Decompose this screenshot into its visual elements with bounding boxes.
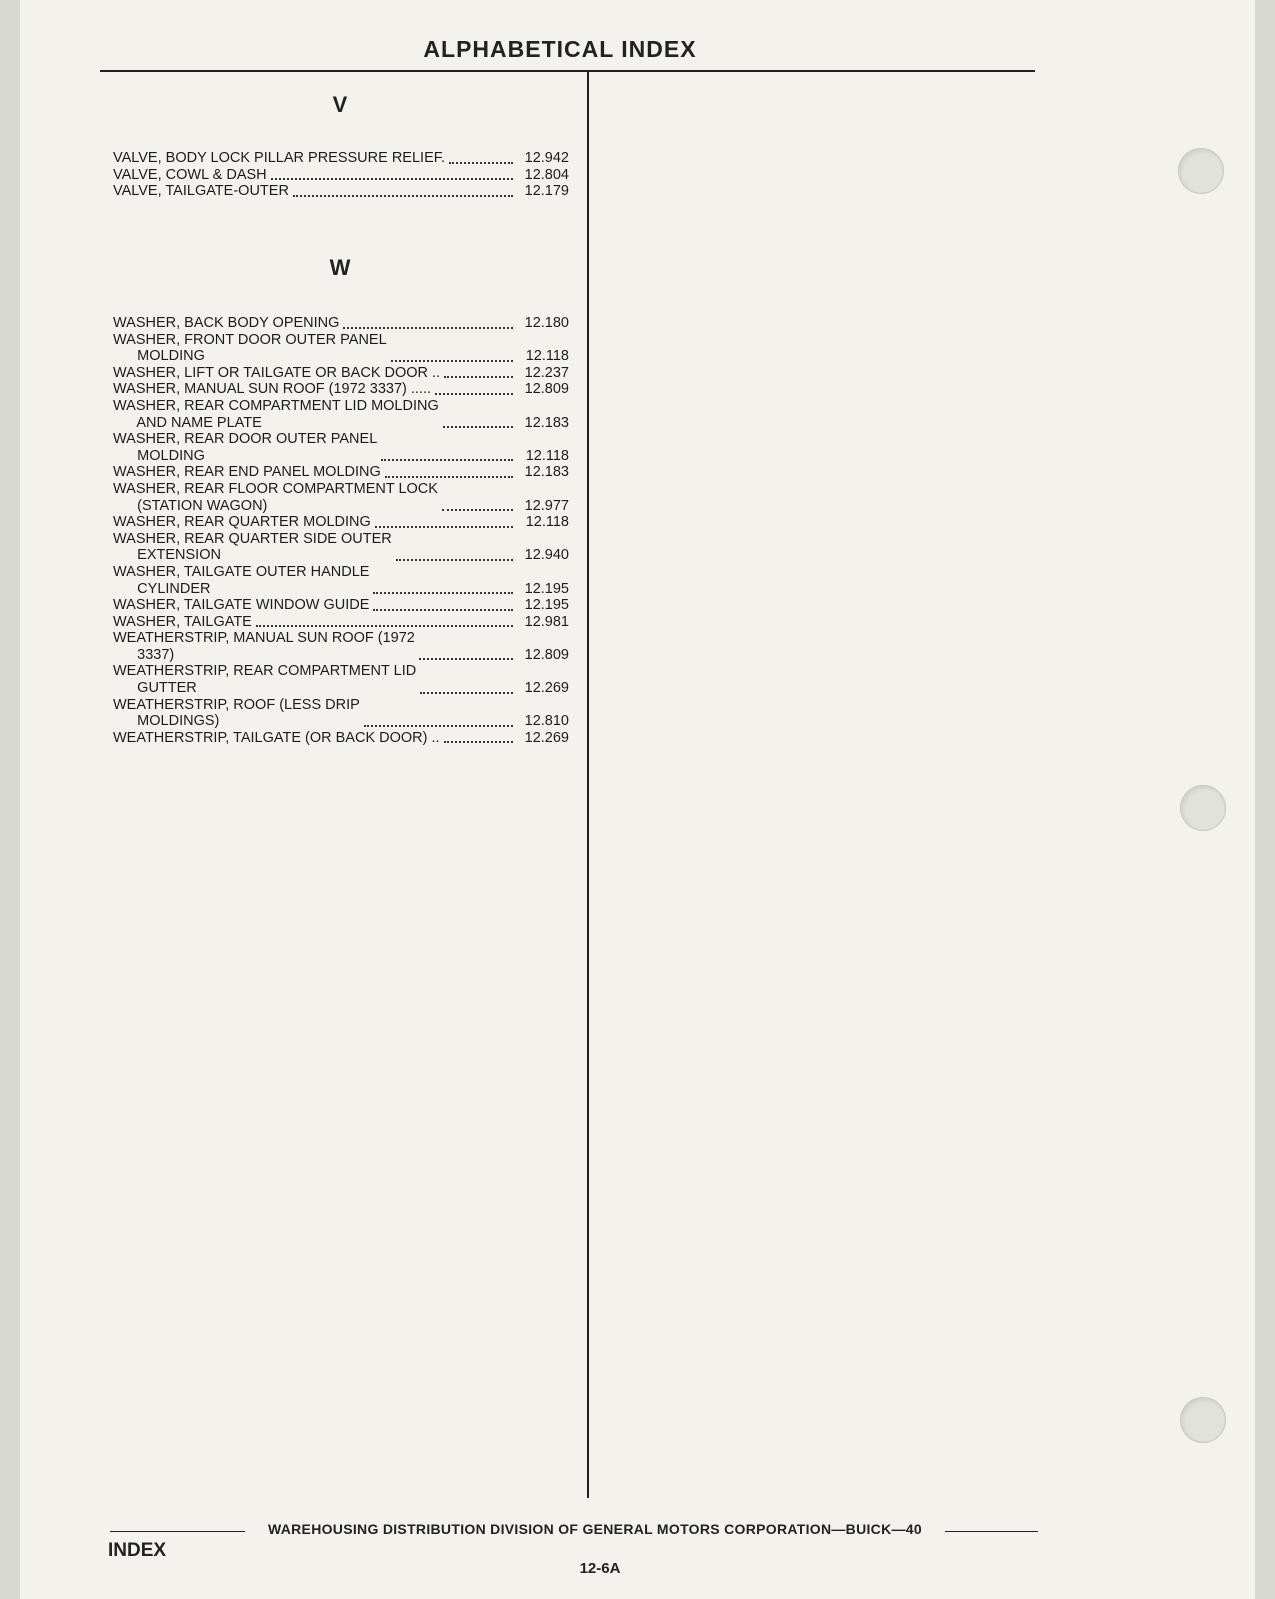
index-entry — [113, 730, 569, 747]
index-entry-text: WASHER, TAILGATE — [113, 613, 252, 630]
column-divider — [587, 70, 589, 1498]
dot-leader — [435, 392, 513, 395]
index-entry-text: WASHER, REAR FLOOR COMPARTMENT LOCK (STATION WAGON) — [113, 480, 438, 514]
index-entry — [113, 464, 569, 481]
index-entry-text: WEATHERSTRIP, TAILGATE (OR BACK DOOR) .. — [113, 729, 440, 746]
index-entry-name — [113, 150, 517, 167]
dot-leader — [373, 591, 513, 594]
index-entry-page: 12.180 — [524, 315, 569, 331]
index-entry — [113, 564, 569, 597]
index-entry — [113, 614, 569, 631]
index-entry-page: 12.809 — [524, 646, 569, 663]
index-section-v — [113, 150, 569, 200]
index-entry-text: WASHER, TAILGATE WINDOW GUIDE — [113, 597, 370, 614]
index-entry-text: WASHER, LIFT OR TAILGATE OR BACK DOOR .. — [113, 364, 441, 381]
index-entry-text: WEATHERSTRIP, MANUAL SUN ROOF (1972 3337) — [113, 630, 415, 663]
index-entry — [113, 398, 569, 431]
index-entry — [113, 630, 569, 663]
index-entry-text: WEATHERSTRIP, ROOF (LESS DRIP MOLDINGS) — [113, 696, 360, 730]
dot-leader — [293, 194, 513, 197]
dot-leader — [444, 740, 513, 743]
dot-leader — [271, 177, 513, 180]
index-entry — [113, 531, 569, 564]
footer-section-label: INDEX — [108, 1540, 167, 1561]
index-entry-page: 12.237 — [524, 364, 569, 381]
index-entry — [113, 481, 569, 514]
index-entry-page: 12.940 — [524, 547, 569, 564]
index-entry-page: 12.179 — [524, 183, 569, 200]
dot-leader — [442, 508, 513, 511]
index-entry-text: WASHER, REAR QUARTER SIDE OUTER EXTENSION — [113, 530, 392, 564]
index-entry-page: 12.269 — [524, 729, 569, 746]
index-entry — [113, 150, 569, 167]
index-entry-page: 12.942 — [524, 150, 569, 166]
dot-leader — [343, 326, 513, 329]
dot-leader — [391, 359, 513, 362]
index-entry-text: WASHER, MANUAL SUN ROOF (1972 3337) ..... — [113, 381, 432, 398]
dot-leader — [449, 161, 513, 164]
index-entry-name — [113, 614, 517, 631]
index-entry — [113, 332, 569, 365]
footer-rule-right — [940, 1531, 1038, 1532]
index-entry-text: WASHER, REAR QUARTER MOLDING — [113, 514, 371, 531]
index-entry-name — [113, 630, 517, 663]
index-entry — [113, 183, 569, 200]
index-entry-name — [113, 183, 517, 200]
page-title: ALPHABETICAL INDEX — [423, 36, 697, 62]
index-entry-text: WASHER, TAILGATE OUTER HANDLE CYLINDER — [113, 563, 370, 597]
binder-hole — [1180, 785, 1226, 831]
index-entry-text: WASHER, REAR COMPARTMENT LID MOLDING AND NAME PLATE — [113, 397, 439, 431]
index-entry-page: 12.195 — [524, 597, 569, 614]
index-entry-name — [113, 464, 517, 481]
dot-leader — [419, 657, 513, 660]
dot-leader — [373, 608, 513, 611]
index-entry-page: 12.183 — [524, 414, 569, 431]
dot-leader — [444, 375, 513, 378]
dot-leader — [381, 458, 513, 461]
dot-leader — [375, 525, 513, 528]
index-entry-page: 12.118 — [525, 447, 569, 464]
index-entry-name — [113, 730, 517, 747]
index-entry-page: 12.804 — [524, 166, 569, 183]
document-page — [20, 0, 1255, 1599]
index-entry-text: VALVE, BODY LOCK PILLAR PRESSURE RELIEF. — [113, 150, 446, 166]
index-entry-name — [113, 365, 517, 382]
index-entry-page: 12.195 — [524, 580, 569, 597]
index-entry-text: WASHER, REAR END PANEL MOLDING — [113, 464, 381, 481]
section-letter-w: W — [329, 255, 351, 280]
index-entry-text: WASHER, FRONT DOOR OUTER PANEL MOLDING — [113, 331, 387, 365]
index-entry — [113, 697, 569, 730]
index-entry-name — [113, 381, 517, 398]
index-entry-page: 12.809 — [524, 381, 569, 398]
index-entry-text: VALVE, COWL & DASH — [113, 166, 267, 183]
dot-leader — [364, 724, 513, 727]
header-rule — [100, 70, 1035, 72]
index-entry-page: 12.810 — [524, 713, 569, 730]
index-entry-page: 12.981 — [524, 613, 569, 630]
index-entry-name — [113, 663, 517, 696]
index-entry-name — [113, 431, 517, 464]
index-entry — [113, 514, 569, 531]
index-entry-name — [113, 167, 517, 184]
footer-division: WAREHOUSING DISTRIBUTION DIVISION OF GENERAL MOTORS CORPORATION—BUICK—40 — [245, 1521, 945, 1537]
index-entry-page: 12.977 — [524, 497, 569, 514]
index-entry-name — [113, 531, 517, 564]
index-entry — [113, 663, 569, 696]
index-entry-name — [113, 697, 517, 730]
index-entry-text: WASHER, REAR DOOR OUTER PANEL MOLDING — [113, 431, 378, 464]
index-entry-page: 12.269 — [524, 680, 569, 697]
index-entry-page: 12.118 — [525, 348, 569, 365]
index-entry-name — [113, 315, 517, 332]
page-number: 12-6A — [579, 1560, 621, 1577]
index-entry-text: VALVE, TAILGATE-OUTER — [113, 183, 289, 200]
index-entry — [113, 431, 569, 464]
index-entry-name — [113, 564, 517, 597]
binder-hole — [1180, 1397, 1226, 1443]
index-entry-page: 12.118 — [525, 514, 569, 531]
footer-rule-left — [110, 1531, 245, 1532]
section-letter-v: V — [332, 92, 348, 117]
dot-leader — [396, 558, 513, 561]
index-entry — [113, 597, 569, 614]
index-entry-name — [113, 332, 517, 365]
index-section-w — [113, 315, 569, 746]
dot-leader — [385, 475, 513, 478]
index-entry — [113, 381, 569, 398]
index-entry — [113, 365, 569, 382]
binder-hole — [1178, 148, 1224, 194]
index-entry — [113, 315, 569, 332]
dot-leader — [256, 624, 513, 627]
dot-leader — [443, 425, 513, 428]
index-entry-text: WEATHERSTRIP, REAR COMPARTMENT LID GUTTER — [113, 663, 417, 697]
index-entry-name — [113, 597, 517, 614]
dot-leader — [420, 691, 513, 694]
index-entry-text: WASHER, BACK BODY OPENING — [113, 315, 340, 331]
index-entry — [113, 167, 569, 184]
index-entry-page: 12.183 — [524, 464, 569, 481]
index-entry-name — [113, 481, 517, 514]
index-entry-name — [113, 514, 517, 531]
index-entry-name — [113, 398, 517, 431]
